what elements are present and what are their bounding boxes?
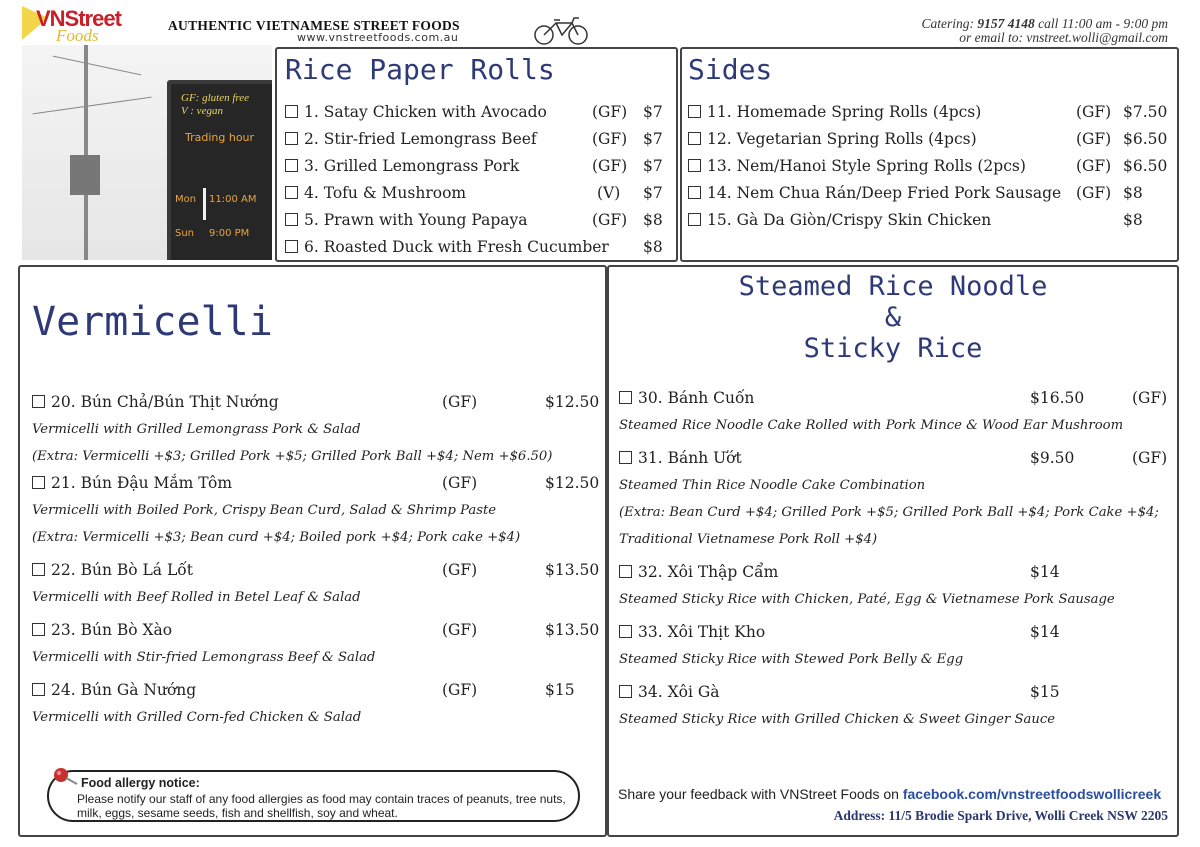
address: Address: 11/5 Brodie Spark Drive, Wolli Creek NSW 2205	[833, 808, 1168, 823]
board-time-open: 11:00 AM	[209, 194, 257, 205]
item-description: Steamed Rice Noodle Cake Rolled with Pork Mince & Wood Ear Mushroom	[619, 418, 1124, 433]
website-link[interactable]: www.vnstreetfoods.com.au	[297, 31, 459, 44]
legend-v: V : vegan	[181, 105, 223, 117]
rice-noodle-panel	[607, 265, 1179, 837]
item-tag: (GF)	[592, 130, 628, 148]
checkbox[interactable]	[688, 213, 701, 226]
item-extra: (Extra: Vermicelli +$3; Grilled Pork +$5; Grilled Pork Ball +$4; Nem +$6.50)	[32, 449, 553, 464]
item-description: Vermicelli with Boiled Pork, Crispy Bean Curd, Salad & Shrimp Paste	[32, 503, 497, 518]
menu-item[interactable]: 33. Xôi Thịt Kho	[619, 623, 765, 641]
item-price: $12.50	[545, 393, 600, 411]
item-price: $7	[643, 184, 663, 202]
menu-item[interactable]: 3. Grilled Lemongrass Pork	[285, 157, 519, 175]
item-price: $13.50	[545, 621, 600, 639]
menu-item[interactable]: 5. Prawn with Young Papaya	[285, 211, 528, 229]
menu-item[interactable]: 31. Bánh Ướt	[619, 449, 742, 467]
sides-panel	[680, 47, 1179, 262]
item-tag: (GF)	[592, 157, 628, 175]
feedback-prefix: Share your feedback with VNStreet Foods on	[618, 786, 903, 802]
tagline: AUTHENTIC VIETNAMESE STREET FOODS	[168, 18, 460, 33]
menu-item[interactable]: 2. Stir-fried Lemongrass Beef	[285, 130, 537, 148]
item-extra: (Extra: Vermicelli +$3; Bean curd +$4; Boiled pork +$4; Pork cake +$4)	[32, 530, 521, 545]
item-description: Steamed Sticky Rice with Chicken, Paté, Egg & Vietnamese Pork Sausage	[619, 592, 1115, 607]
menu-item[interactable]: 24. Bún Gà Nướng	[32, 681, 196, 699]
board-time-close: 9:00 PM	[209, 228, 250, 239]
item-price: $8	[1123, 184, 1143, 202]
item-price: $6.50	[1123, 130, 1168, 148]
board-divider	[203, 188, 206, 220]
menu-item[interactable]: 14. Nem Chua Rán/Deep Fried Pork Sausage	[688, 184, 1061, 202]
item-tag: (GF)	[592, 211, 628, 229]
pushpin-icon	[51, 766, 79, 786]
item-price: $14	[1030, 623, 1060, 641]
rice-paper-rolls-panel	[275, 47, 678, 262]
rice-noodle-title-line3: Sticky Rice	[803, 333, 983, 364]
vermicelli-title: Vermicelli	[32, 299, 273, 345]
rice-noodle-title	[609, 271, 1177, 364]
vermicelli-panel	[18, 265, 607, 837]
rice-noodle-title-line1: Steamed Rice Noodle	[738, 271, 1048, 302]
item-description: Steamed Sticky Rice with Grilled Chicken & Sweet Ginger Sauce	[619, 712, 1056, 727]
menu-item[interactable]: 32. Xôi Thập Cẩm	[619, 563, 778, 581]
menu-item[interactable]: 1. Satay Chicken with Avocado	[285, 103, 547, 121]
menu-item[interactable]: 13. Nem/Hanoi Style Spring Rolls (2pcs)	[688, 157, 1026, 175]
contact-info	[922, 17, 1168, 45]
board-day-mon: Mon	[175, 194, 197, 205]
item-price: $7	[643, 157, 663, 175]
checkbox[interactable]	[285, 105, 298, 118]
street-photo	[22, 45, 272, 260]
menu-item[interactable]: 34. Xôi Gà	[619, 683, 719, 701]
bicycle-icon	[532, 14, 590, 46]
contact-phone[interactable]: 9157 4148	[977, 16, 1035, 31]
menu-item[interactable]: 21. Bún Đậu Mắm Tôm	[32, 474, 232, 492]
item-description: Vermicelli with Stir-fried Lemongrass Beef & Salad	[32, 650, 376, 665]
menu-item[interactable]: 11. Homemade Spring Rolls (4pcs)	[688, 103, 981, 121]
checkbox[interactable]	[285, 159, 298, 172]
checkbox[interactable]	[619, 625, 632, 638]
item-price: $7.50	[1123, 103, 1168, 121]
allergy-notice	[47, 770, 580, 822]
menu-item[interactable]: 6. Roasted Duck with Fresh Cucumber	[285, 238, 609, 256]
item-tag: (GF)	[1132, 389, 1168, 407]
allergy-text: Please notify our staff of any food allergies as food may contain traces of peanuts, tree nuts, milk, eggs, sesame seeds, fish and shellfish, soy and wheat.	[77, 792, 566, 820]
item-tag: (GF)	[1076, 157, 1112, 175]
item-tag: (GF)	[442, 393, 478, 411]
menu-item[interactable]: 4. Tofu & Mushroom	[285, 184, 466, 202]
rice-noodle-title-line2: &	[884, 302, 902, 333]
item-price: $6.50	[1123, 157, 1168, 175]
item-extra: Traditional Vietnamese Pork Roll +$4)	[619, 532, 878, 547]
pole-box-graphic	[70, 155, 100, 195]
contact-label: Catering:	[921, 16, 975, 31]
checkbox[interactable]	[688, 159, 701, 172]
logo-sub-text: Foods	[56, 26, 99, 45]
contact-hours: call 11:00 am - 9:00 pm	[1038, 16, 1168, 31]
legend-gf: GF: gluten free	[181, 92, 250, 104]
allergy-title: Food allergy notice:	[81, 776, 200, 790]
checkbox[interactable]	[32, 563, 45, 576]
item-tag: (GF)	[1076, 130, 1112, 148]
item-price: $12.50	[545, 474, 600, 492]
checkbox[interactable]	[285, 132, 298, 145]
wire-graphic	[53, 56, 141, 76]
item-description: Vermicelli with Grilled Corn-fed Chicken & Salad	[32, 710, 362, 725]
item-description: Vermicelli with Beef Rolled in Betel Leaf & Salad	[32, 590, 361, 605]
menu-item[interactable]: 22. Bún Bò Lá Lốt	[32, 561, 193, 579]
item-tag: (GF)	[592, 103, 628, 121]
item-extra: (Extra: Bean Curd +$4; Grilled Pork +$5; Grilled Pork Ball +$4; Pork Cake +$4;	[619, 505, 1159, 520]
item-description: Vermicelli with Grilled Lemongrass Pork & Salad	[32, 422, 361, 437]
item-description: Steamed Sticky Rice with Stewed Pork Belly & Egg	[619, 652, 964, 667]
item-tag: (GF)	[442, 561, 478, 579]
item-tag: (GF)	[442, 681, 478, 699]
checkbox[interactable]	[32, 623, 45, 636]
sides-title: Sides	[688, 53, 773, 86]
item-price: $8	[643, 211, 663, 229]
item-tag: (V)	[597, 184, 621, 202]
checkbox[interactable]	[32, 395, 45, 408]
item-price: $7	[643, 103, 663, 121]
item-price: $8	[643, 238, 663, 256]
feedback-text	[618, 786, 1161, 802]
item-price: $15	[545, 681, 575, 699]
checkbox[interactable]	[688, 132, 701, 145]
item-price: $9.50	[1030, 449, 1075, 467]
item-tag: (GF)	[442, 621, 478, 639]
menu-item[interactable]: 12. Vegetarian Spring Rolls (4pcs)	[688, 130, 977, 148]
item-price: $13.50	[545, 561, 600, 579]
checkbox[interactable]	[285, 240, 298, 253]
checkbox[interactable]	[688, 105, 701, 118]
item-price: $8	[1123, 211, 1143, 229]
checkbox[interactable]	[32, 476, 45, 489]
brand-logo	[22, 2, 167, 46]
item-tag: (GF)	[442, 474, 478, 492]
item-price: $15	[1030, 683, 1060, 701]
menu-item[interactable]: 23. Bún Bò Xào	[32, 621, 172, 639]
checkbox[interactable]	[619, 451, 632, 464]
wire-graphic	[33, 97, 152, 115]
menu-item[interactable]: 15. Gà Da Giòn/Crispy Skin Chicken	[688, 211, 991, 229]
item-tag: (GF)	[1076, 103, 1112, 121]
board-legend	[181, 92, 249, 118]
menu-item[interactable]: 20. Bún Chả/Bún Thịt Nướng	[32, 393, 279, 411]
item-price: $14	[1030, 563, 1060, 581]
trading-hours-board	[167, 80, 272, 260]
checkbox[interactable]	[619, 391, 632, 404]
item-tag: (GF)	[1076, 184, 1112, 202]
item-price: $7	[643, 130, 663, 148]
checkbox[interactable]	[619, 565, 632, 578]
checkbox[interactable]	[619, 685, 632, 698]
trading-hour-label: Trading hour	[185, 131, 255, 144]
checkbox[interactable]	[285, 186, 298, 199]
checkbox[interactable]	[32, 683, 45, 696]
facebook-link[interactable]: facebook.com/vnstreetfoodswollicreek	[902, 786, 1162, 802]
pole-graphic	[84, 45, 88, 260]
menu-item[interactable]: 30. Bánh Cuốn	[619, 389, 754, 407]
logo-main-text: VNStreet	[36, 6, 121, 31]
rice-paper-rolls-title: Rice Paper Rolls	[285, 53, 555, 86]
item-price: $16.50	[1030, 389, 1085, 407]
contact-email[interactable]: or email to: vnstreet.wolli@gmail.com	[959, 30, 1168, 45]
checkbox[interactable]	[688, 186, 701, 199]
checkbox[interactable]	[285, 213, 298, 226]
item-description: Steamed Thin Rice Noodle Cake Combination	[619, 478, 926, 493]
item-tag: (GF)	[1132, 449, 1168, 467]
board-day-sun: Sun	[175, 228, 195, 239]
